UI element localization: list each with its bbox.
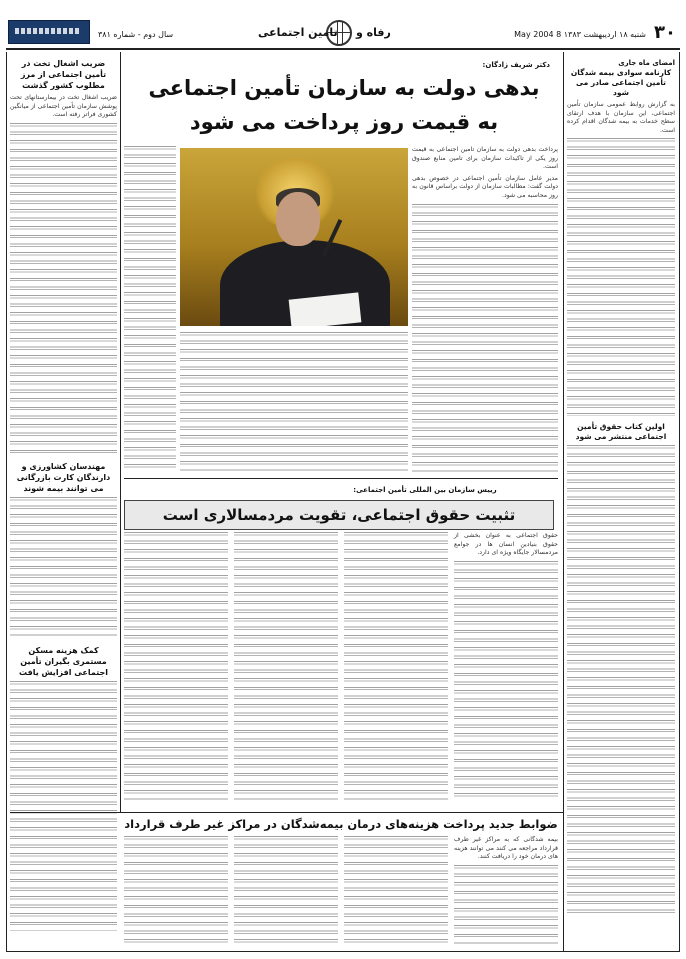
section-title-b: تامین اجتماعی [258, 26, 338, 39]
interview-col-3 [234, 532, 338, 800]
bottom-col-2 [344, 836, 448, 946]
page-number: ۳۰ [654, 22, 676, 43]
lead-lines-left [124, 146, 176, 472]
left-column [10, 58, 117, 948]
interview-photo [180, 148, 408, 326]
bottom-col-3 [234, 836, 338, 946]
left-headline-3: کمک هزینه مسکن مستمری بگیران تأمین اجتماعی افزایش یافت [19, 645, 108, 677]
interview-col-4 [124, 532, 228, 800]
lead-text-left [124, 146, 176, 472]
section-title [256, 20, 436, 46]
right-body-lines-2 [567, 445, 675, 915]
column-rule-left [120, 52, 121, 812]
left-body-lines-1 [10, 123, 117, 453]
bottom-col-4 [124, 836, 228, 946]
newspaper-logo [8, 20, 90, 44]
interview-col-2 [344, 532, 448, 800]
lead-kicker: دکتر شریف زادگان: [482, 61, 550, 69]
border-bottom [6, 951, 680, 952]
right-body-text: به گزارش روابط عمومی سازمان تأمین اجتماعی، این سازمان با هدف ارتقای سطح خدمات به بیمه شدگان اقدام کرده است. [567, 101, 675, 134]
issue-line: سال دوم - شماره ۳۸۱ [98, 30, 174, 39]
lead-divider [124, 478, 558, 479]
right-column [567, 58, 675, 948]
left-body-lines-2 [10, 497, 117, 637]
lead-paragraph-1: پرداخت بدهی دولت به سازمان تأمین اجتماعی به قیمت روز یکی از تاکیدات سازمان برای تامین منابع صندوق است. مدیر عامل سازمان تأمین اجتماعی در خصوص بدهی دولت گفت: مطالبات سازمان از دولت براساس قانون به روز محاسبه می شود. [412, 146, 558, 199]
lead-lines-under-photo [180, 332, 408, 472]
right-headline: کارنامه سوادی بیمه شدگان تأمین اجتماعی صادر می شود [570, 68, 672, 97]
section-title-a: رفاه و [356, 26, 391, 39]
left-headline-2: مهندسان کشاورزی و دارندگان کارت بازرگانی می توانند بیمه شوند [16, 461, 111, 493]
bottom-paragraph: بیمه شدگانی که به مراکز غیر طرف قرارداد مراجعه می کنند می توانند هزینه های درمان خود را دریافت کنند. [454, 836, 558, 861]
left-headline-1: ضریب اشغال تخت در تأمین اجتماعی از مرز مطلوب کشور گذشت [20, 59, 107, 90]
bottom-headline: ضوابط جدید پرداخت هزینه‌های درمان بیمه‌شدگان در مراکز غیر طرف قرارداد [124, 817, 558, 831]
right-body-lines-1 [567, 138, 675, 416]
lead-headline-line1: بدهی دولت به سازمان تأمین اجتماعی [148, 76, 540, 100]
bottom-columns [124, 836, 558, 946]
right-kicker: امضای ماه جاری [618, 59, 675, 67]
lead-lines-right [412, 204, 558, 472]
lead-headline-line2: به قیمت روز پرداخت می شود [189, 110, 499, 134]
date-line: شنبه ۱۸ اردیبهشت ۱۳۸۳ 8 May 2004 [514, 30, 646, 39]
interview-headline-box [124, 500, 554, 530]
page-header [6, 14, 680, 50]
border-right [679, 52, 680, 952]
interview-headline: تثبیت حقوق اجتماعی، تقویت مردمسالاری است [162, 506, 516, 524]
left-body-text: ضریب اشغال تخت در بیمارستانهای تحت پوشش سازمان تأمین اجتماعی از میانگین کشوری فراتر رفته است. [10, 94, 117, 119]
border-left [6, 52, 7, 952]
right-sub-headline: اولین کتاب حقوق تأمین اجتماعی منتشر می شود [575, 422, 667, 442]
column-rule-right [563, 52, 564, 952]
interview-kicker: رییس سازمان بین المللی تأمین اجتماعی: [353, 486, 497, 494]
bottom-col-1 [454, 836, 558, 946]
interview-col-1 [454, 532, 558, 800]
lead-text-under-photo [180, 332, 408, 472]
interview-paragraph: حقوق اجتماعی به عنوان بخشی از حقوق بنیادین انسان ها در جوامع مردمسالار جایگاه ویژه ای دارد. [454, 532, 558, 557]
lead-text-right [412, 146, 558, 472]
interview-columns [124, 532, 558, 800]
bottom-divider [10, 812, 563, 813]
left-body-lines-3 [10, 681, 117, 931]
